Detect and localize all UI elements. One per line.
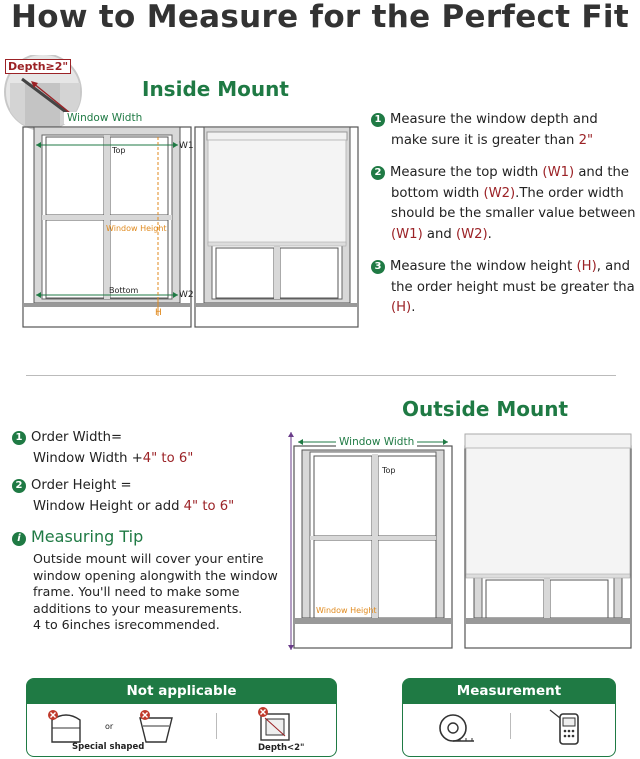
inside-step-3 — [371, 257, 640, 319]
outside-step-2 — [12, 476, 282, 517]
step-text: Order Width= — [31, 430, 123, 445]
measuring-tip-heading — [12, 527, 143, 550]
highlight-value: 2" — [578, 132, 594, 148]
inside-window-height-label: Window Height — [106, 224, 167, 233]
outside-top-label: Top — [382, 466, 396, 475]
step-text: the order height must be greater tha — [391, 279, 635, 295]
step-text: Window Height or add — [33, 498, 184, 514]
trapezoid-window-icon — [136, 708, 176, 744]
step-number-badge: 2 — [12, 479, 26, 493]
special-shaped-window-icon — [46, 708, 86, 744]
special-shaped-label: Special shaped — [72, 742, 145, 752]
outside-step-line — [12, 476, 282, 497]
highlight-value: 4" to 6" — [142, 450, 194, 466]
outside-window-width-label: Window Width — [336, 436, 417, 448]
step-text: , and — [596, 259, 630, 274]
measurement-heading: Measurement — [403, 679, 615, 704]
inside-step-1 — [371, 110, 640, 151]
step-text: Measure the top width — [390, 165, 543, 180]
inside-step-line — [371, 184, 640, 205]
step-text: .The order width — [515, 185, 624, 201]
tip-line: Outside mount will cover your entire — [33, 551, 264, 566]
step-number-badge: 3 — [371, 260, 385, 274]
shallow-depth-icon — [255, 706, 295, 742]
inside-step-2 — [371, 163, 640, 245]
inside-window-diagram — [22, 108, 194, 328]
highlight-value: 4" to 6" — [183, 498, 235, 514]
step-text: . — [411, 300, 416, 315]
inside-top-label: Top — [112, 146, 126, 155]
highlight-value: (H) — [576, 259, 597, 274]
outside-step-1 — [12, 428, 282, 469]
step-number-badge: 2 — [371, 166, 385, 180]
outside-mount-heading: Outside Mount — [402, 397, 569, 421]
step-text: bottom width — [391, 185, 484, 201]
measuring-tip-title: Measuring Tip — [31, 527, 144, 546]
inside-step-line — [371, 257, 640, 278]
not-applicable-heading: Not applicable — [27, 679, 336, 704]
outside-step-line — [12, 428, 282, 449]
page-title: How to Measure for the Perfect Fit — [11, 0, 629, 35]
highlight-value: (W1) — [391, 226, 423, 242]
inside-shade-diagram — [194, 108, 360, 328]
inside-mount-heading: Inside Mount — [142, 77, 289, 101]
info-icon: i — [12, 532, 26, 546]
tape-measure-icon — [436, 710, 476, 746]
outside-window-height-label: Window Height — [316, 606, 377, 615]
step-text: . — [487, 226, 492, 242]
measurement-divider — [510, 713, 511, 739]
outside-shade-diagram — [464, 428, 632, 654]
step-text: should be the smaller value between — [391, 206, 636, 221]
depth-less-label: Depth<2" — [258, 743, 305, 753]
step-text: and — [422, 226, 456, 242]
highlight-value: (W2) — [483, 185, 516, 201]
highlight-value: (H) — [391, 300, 412, 315]
card-divider — [216, 713, 217, 739]
w2-label: W2 — [179, 290, 194, 300]
inside-window-width-label: Window Width — [64, 112, 145, 124]
inside-steps — [371, 110, 640, 319]
highlight-value: (W2) — [455, 226, 488, 242]
laser-measure-icon — [548, 708, 588, 746]
step-text: Order Height = — [31, 478, 132, 493]
tip-line: 4 to 6inches isrecommended. — [33, 617, 220, 632]
w1-label: W1 — [179, 141, 194, 151]
tip-line: additions to your measurements. — [33, 600, 243, 616]
section-divider — [26, 375, 616, 376]
inside-step-line — [371, 131, 640, 152]
step-text: Measure the window height — [390, 259, 577, 274]
inside-step-line — [371, 298, 640, 319]
outside-step-line — [12, 449, 282, 470]
outside-steps — [12, 428, 282, 517]
inside-bottom-label: Bottom — [109, 286, 139, 295]
inside-step-line — [371, 163, 640, 184]
inside-step-line — [371, 278, 640, 299]
or-label: or — [105, 722, 114, 731]
step-text: and the — [574, 165, 629, 180]
inside-step-line — [371, 110, 640, 131]
step-number-badge: 1 — [12, 431, 26, 445]
inside-step-line — [371, 204, 640, 225]
tip-line: window opening alongwith the window — [33, 567, 278, 583]
inside-step-line — [371, 225, 640, 246]
measuring-tip-text — [33, 551, 288, 634]
h-label: H — [155, 308, 162, 318]
outside-window-diagram — [286, 428, 460, 654]
step-number-badge: 1 — [371, 113, 385, 127]
highlight-value: (W1) — [542, 165, 575, 180]
step-text: Measure the window depth and — [390, 112, 598, 127]
outside-step-line — [12, 497, 282, 518]
step-text: Window Width + — [33, 450, 143, 466]
step-text: make sure it is greater than — [391, 132, 579, 148]
tip-line: frame. You'll need to make some — [33, 584, 240, 599]
depth-label: Depth≥2" — [5, 59, 71, 74]
